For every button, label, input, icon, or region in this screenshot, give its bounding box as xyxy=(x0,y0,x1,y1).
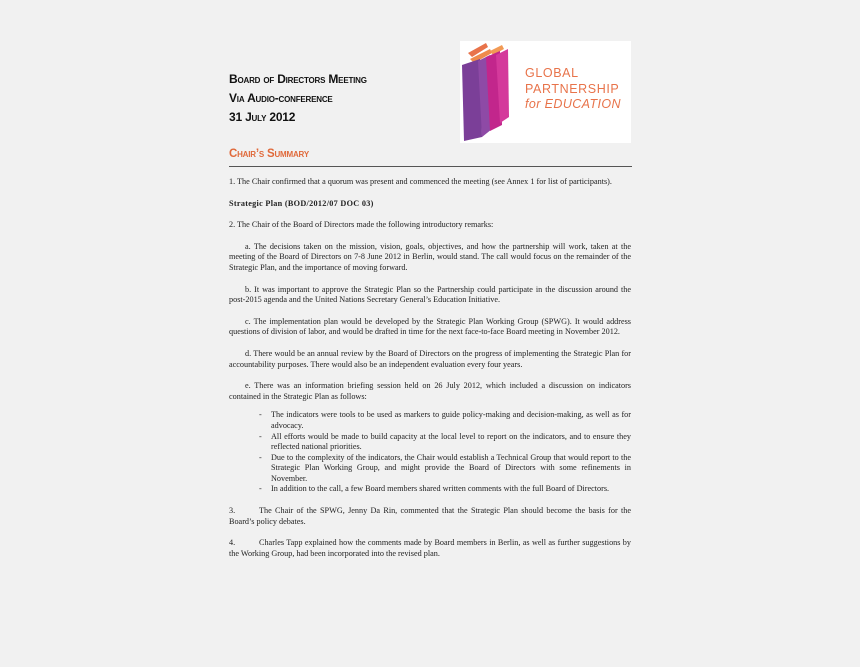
list-item: - Due to the complexity of the indicators, the Chair would establish a Technical Group that would report to the Strategic Plan Working Group, and might provide the Board of Directors with some refinements in November. xyxy=(271,453,631,485)
paragraph-4-text: Charles Tapp explained how the comments made by Board members in Berlin, as well as further suggestions by the Working Group, had been incorporated into the revised plan. xyxy=(229,538,631,558)
remark-c: c. The implementation plan would be developed by the Strategic Plan Working Group (SPWG). It would address questions of division of labor, and would be drafted in time for the next face-to-face Board meeting in November 2012. xyxy=(229,316,631,337)
remark-b: b. It was important to approve the Strategic Plan so the Partnership could participate in the discussion around the post-2015 agenda and the United Nations Secretary General’s Education Initiative. xyxy=(229,284,631,305)
paragraph-3-number: 3. xyxy=(229,506,236,516)
paragraph-4-number: 4. xyxy=(229,538,236,548)
paragraph-2: 2. The Chair of the Board of Directors made the following introductory remarks: xyxy=(229,220,494,230)
remark-e: e. There was an information briefing session held on 26 July 2012, which included a discussion on indicators contained in the Strategic Plan as follows: xyxy=(229,381,631,401)
remark-d: d. There would be an annual review by the Board of Directors on the progress of implementing the Strategic Plan for accountability purposes. There would also be an independent evaluation every four years. xyxy=(229,348,631,369)
section-title: Chair’s Summary xyxy=(229,148,309,160)
meeting-header xyxy=(229,70,367,127)
paragraph-3-text: The Chair of the SPWG, Jenny Da Rin, commented that the Strategic Plan should become the basis for the Board’s policy debates. xyxy=(229,506,631,526)
meeting-date: 31 July 2012 xyxy=(229,110,296,124)
strategic-plan-heading: Strategic Plan (BOD/2012/07 DOC 03) xyxy=(229,198,374,208)
logo-line-education: for EDUCATION xyxy=(525,97,621,111)
gpe-logo xyxy=(460,41,631,143)
section-divider xyxy=(229,166,632,167)
remark-a: a. The decisions taken on the mission, vision, goals, objectives, and how the partnership will work, taken at the meeting of the Board of Directors on 7-8 June 2012 in Berlin, would stand. The call would focus on the remainder of the Strategic Plan, and the importance of moving forward. xyxy=(229,241,631,272)
gpe-logo-text xyxy=(525,66,621,113)
indicator-bullet-list xyxy=(229,410,631,495)
meeting-format: Via Audio-conference xyxy=(229,91,333,105)
paragraph-3 xyxy=(229,506,631,527)
meeting-title: Board of Directors Meeting xyxy=(229,72,367,86)
list-item: - The indicators were tools to be used as markers to guide policy-making and decision-making, as well as for advocacy. xyxy=(271,410,631,431)
logo-line-global: GLOBAL xyxy=(525,66,579,80)
logo-line-partnership: PARTNERSHIP xyxy=(525,81,620,96)
paragraph-4 xyxy=(229,538,631,559)
list-item: - All efforts would be made to build capacity at the local level to report on the indicators, and to ensure they reflected national priorities. xyxy=(271,432,631,453)
list-item: - In addition to the call, a few Board members shared written comments with the full Board of Directors. xyxy=(271,484,631,495)
document-body xyxy=(229,177,631,570)
paragraph-1: 1. The Chair confirmed that a quorum was present and commenced the meeting (see Annex 1 for list of participants). xyxy=(229,177,612,186)
